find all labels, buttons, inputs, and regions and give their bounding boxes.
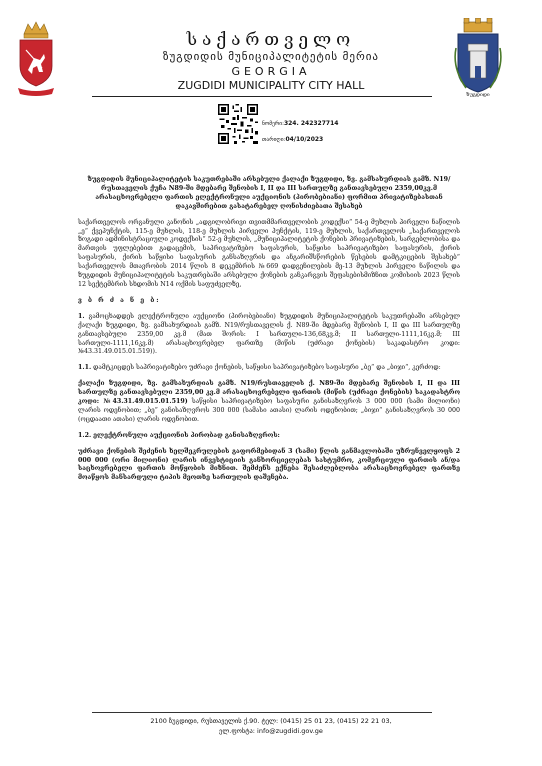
item-1-2-text: ელექტრონული აუქციონის პირობად განისაზღვროს: (93, 431, 280, 439)
item-1-1-details (78, 380, 460, 425)
registration-number-value: 324. 242327714 (283, 120, 339, 127)
item-1-1-text: დამტკიცდეს საპრივატიზებო უძრავი ქონების, საწყისი საპრივატიზებო საფასური „ბე“ და „ბიჯი“, კერძოდ: (93, 364, 441, 372)
preamble-paragraph: საქართველოს ორგანული კანონის „ადგილობრივი თვითმმართველობის კოდექსი“ 54-ე მუხლის პირველი ნაწილის „ე“ ქვეპუნქტის, 115-ე მუხლის, 118-ე მუხლის პირველი პუნქტის, 119-ე მუხლის, საქართველოს „საქართველოს ზოგადი ადმინისტრაციული კოდექსის“ 52-ე მუხლის, „მუნიციპალიტეტის ქონების პრივატიზების, სარგებლობისა და მართვის უფლებებით გადაცემის, საპრივატიზებო საფასურის, საწყისი საპრივატიზებო საფასურის, ქირის საფასურის, ქირის საწყისი საფასურის განსაზღვრის და ანგარიშსწორების წესების დამტკიცების შესახებ“ საქართველოს მთავრობის 2014 წლის 8 დეკემბრის №669 დადგენილების მე-13 მუხლის პირველი ნაწილის და ზუგდიდის მუნიციპალიტეტის საკუთრებაში არსებული ქონების განკარგვის შეფასებისმიზნით კომისიის 2023 წლის 12 სექტემბრის სხდომის N14 ოქმის საფუძველზე, (78, 218, 460, 288)
document-title: ზუგდიდის მუნიციპალიტეტის საკუთრებაში არსებული ქალაქი ზუგდიდი, ზვ. გამსახურდიას გამზ. N19/რუსთაველის ქუჩა N89-ში მდებარე შენობის I, II და III სართულზე განთავსებული 2359,00კვ.მ არასაცხოვრებელი ფართის ელექტრონული აუქციონის (პირობებიანი) ფორმით პრივატიზებასთან დაკავშირებით გასატარებელ ღონისძიებათა შესახებ (87, 176, 451, 210)
header-city-hall-english: ZUGDIDI MUNICIPALITY CITY HALL (177, 79, 365, 92)
item-1 (78, 313, 460, 358)
footer-divider (92, 712, 432, 713)
item-1-2-number: 1.2. (78, 431, 92, 439)
item-1-2 (78, 432, 460, 441)
header-georgia-english: GEORGIA (231, 65, 311, 78)
registration-number-label: ნომერი: (262, 121, 284, 127)
item-1-2-condition: უძრავი ქონების შეძენის ხელშეკრულების გაფორმებიდან 3 (სამი) წლის განმავლობაში უზრუნველყოფს 2 000 000 (ორი მილიონი) ლარის ინვესტიციის განხორციელებას სასტუმრო, კომერციული ფართის ან/და საცხოვრებელი ფართის მოწყობის მიზნით. შემძენს ექნება შესაძლებლობა არასაცხოვრებელ ფართზე მოაწყოს მანსარდული ტიპის მეოთხე სართულის დაშენება. (78, 447, 460, 482)
footer-email: ელ.ფოსტა: info@zugdidi.gov.ge (219, 727, 323, 735)
item-1-text: გამოცხადდეს ელექტრონული აუქციონი (პირობებიანი) ზუგდიდის მუნიციპალიტეტის საკუთრებაში არსებულ ქალაქი ზუგდიდი, ზვ. გამსახურდიას გამზ. N19/რუსთაველის ქ. N89-ში მდებარე შენობის I, II და III სართულზე განთავსებული 2359,00 კვ.მ (მათ შორის: I სართული-136,68კვ.მ; II სართული-1111,16კვ.მ; III სართული-1111,16კვ.მ) არასაცხოვრებელ ფართზე (მიწის (უძრავი ქონების) საკადასტრო კოდი: №43.31.49.015.01.519)). (78, 312, 460, 356)
decree-heading: ვ ბ რ ძ ა ნ ე ბ: (78, 296, 161, 304)
item-1-number: 1. (78, 312, 85, 320)
registration-date-value: 04/10/2023 (285, 136, 324, 143)
registration-number (262, 120, 338, 127)
header-city-hall-georgian: ზუგდიდის მუნიციპალიტეტის მერია (162, 50, 380, 63)
item-1-1-pricing: საწყისი საპრივატიზებო საფასური განისაზღვროს 3 000 000 (სამი მილიონი) ლარის ოდენობით; „ბე“ განისაზღვროს 300 000 (სამასი ათასი) ლარის ოდენობით; „ბიჯი“ განისაზღვროს 30 000 (ოცდაათი ათასი) ლარის ოდენობით. (78, 398, 460, 423)
footer-address: 2100 ზუგდიდი, რუსთაველის ქ.90. ტელ: (0415) 25 01 23, (0415) 22 21 03, (150, 717, 392, 725)
registration-date-label: თარიღი: (262, 137, 286, 143)
item-1-1-number: 1.1. (78, 364, 92, 372)
header-georgia-georgian: საქართველო (186, 30, 356, 50)
registration-date (262, 136, 323, 143)
document-body (78, 176, 460, 490)
item-1-1 (78, 364, 460, 373)
item-1-1-property-description: ქალაქი ზუგდიდი, ზვ. გამსახურდიას გამზ. N19/რუსთაველის ქ. N89-ში მდებარე შენობის I, II და III სართულზე განთავსებული 2359,00 კვ.მ არასაცხოვრებელი ფართის (მიწის (უძრავი ქონების) საკადასტრო კოდი: №43.31.49.015.01.519) (78, 380, 460, 406)
georgia-coat-of-arms-icon (14, 20, 58, 98)
zugdidi-coat-of-arms-icon (452, 18, 504, 102)
header-divider (92, 96, 432, 97)
zugdidi-emblem-caption: ზუგდიდი (466, 92, 490, 98)
qr-code-icon (218, 104, 258, 144)
